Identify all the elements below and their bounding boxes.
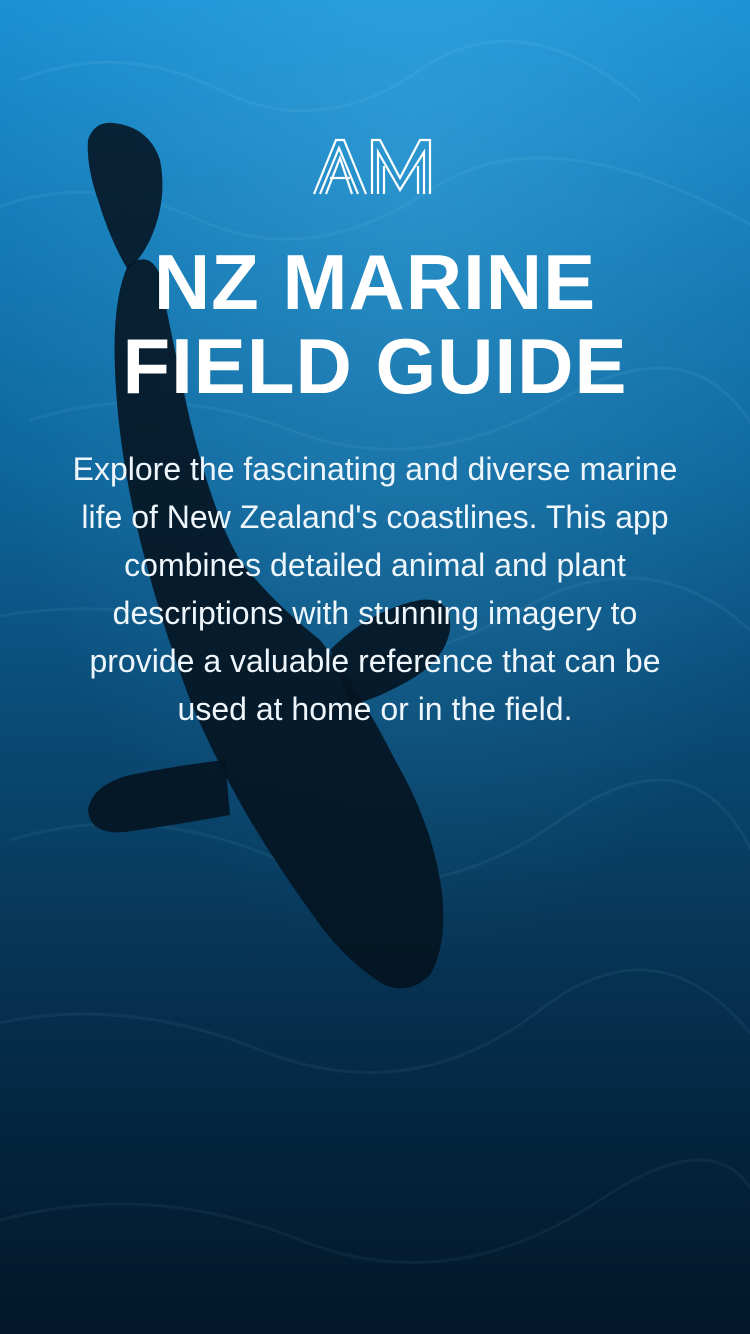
am-logo-icon — [310, 138, 434, 196]
app-title — [40, 240, 710, 408]
app-description: Explore the fascinating and diverse marine life of New Zealand's coastlines. This app combines detailed animal and plant descriptions with stunning imagery to provide a valuable reference that can be used at home or in the field. — [72, 451, 678, 727]
title-line-1: NZ MARINE — [153, 238, 597, 326]
title-line-2: FIELD GUIDE — [122, 322, 628, 410]
